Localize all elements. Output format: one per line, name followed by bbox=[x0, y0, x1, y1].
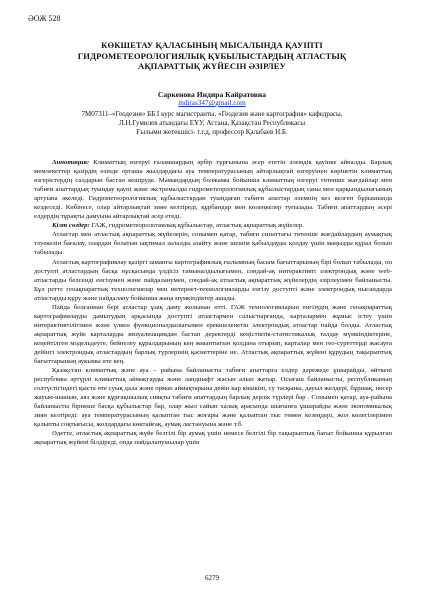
paper-title: КӨКШЕТАУ ҚАЛАСЫНЫҢ МЫСАЛЫНДА ҚАУІПТІ ГИДРОМЕТЕОРОЛОГИЯЛЫҚ ҚҰБЫЛЫСТАРДЫҢ АТЛАСТЫҚ АҚПАРАТТЫҚ ЖҮЙЕСІН ӘЗІРЛЕУ bbox=[77, 40, 347, 71]
paper-body bbox=[34, 158, 392, 448]
affiliation-line: Л.Н.Гумилев атындағы ЕҰУ, Астана, Қазақстан Республикасы bbox=[118, 119, 306, 127]
keywords-label: Кілт сөздер: bbox=[52, 222, 90, 230]
abstract-label: Аннотация: bbox=[52, 159, 90, 166]
affiliation-line: 7М07311–«Геодезия» ББ I курс магистранты, «Геодезия және картография» кафедрасы, bbox=[81, 110, 343, 118]
author-email-link[interactable]: indiras347@gmail.com bbox=[178, 99, 246, 107]
page-number: 6279 bbox=[205, 574, 219, 582]
body-paragraph: Әдетте, атластық ақпараттық жүйе белгілі бір аумақ үшін немесе белгілі бір тақырыптық бағыт бойынша құрылған ақпараттық жүйені білдіреді, онда пайдаланушылар үшін bbox=[34, 430, 392, 447]
author-name: Саркенова Индира Кайратовна bbox=[157, 90, 267, 99]
body-paragraph: Пайда болғаннан бері атластар ұзақ даму жолынан өтті. ГАЖ технологияларын енгізудің және геоақпараттық картографиялауды дамытудың арқасында доступті атластармен салыстырғанда, карталармен жұмыс істеу үшін интерактивтілігімен және үлкен функционалдылығымен ерекшеленетін электрондық атластар пайда болды. Атластық ақпараттық жүйе карталарды визуализациядан бастап деректерді кеңістіктік-статистикалық талдау мүмкіндіктеріне, кеңейтілген модельдеуге, бейнелеу құралдарының кең жиынтығын қолдана отырып, карталар мен гео-суреттерді жасауға дейінгі электрондық атластардың барлық түрлерінің қасиеттеріне ие. Атластық ақпараттық жүйені құрудың тақырыптық бағыттарының аукымы өте кең. bbox=[34, 303, 392, 366]
keywords-paragraph bbox=[34, 221, 392, 230]
affiliation-block bbox=[30, 110, 394, 137]
affiliation-line: Ғылыми жетекшісі- т.г.д, профессор Қалабаев Н.Б. bbox=[136, 128, 288, 136]
abstract-text: Климаттың өзгеруі ғаламшардың әрбір тұрғынына әсер ететін әлемдік қауіпке айналды. Барлық мемлекеттер қазірдің өзінде орташа жылдардағы ауа температурасының айтарлықтай өзгеруінен көрінетін климаттық өзгерістердің салдарын бастан кешіруде. Мамандардың болжамы бойынша климаттың өзгеруі төтенше жағдайлар мен табиғи апаттардың туындау қаупі және экстремалды гидрометеорологиялық құбылыстардың саны мен қарқындылығының артуына әкеледі. Гидрометеорологиялық құбылыстардан туындаған табиғи апаттар әлемнің кез келген бұрышында кездеседі. Көбінесе, олар айтарлықтай зиян келтіреді, құрбандар мен көлеңкелер туғызады. Табиғи апаттардың әсері елдердің тұрақты дамуына айтарлықтай әсер етеді. bbox=[34, 159, 393, 221]
body-paragraph: Атластық картографиялау қазіргі заманғы картографиялық ғылымның басым бағыттарының бірі болып табылады, оп доступті атластардың басқа нұсқасында үлдісіз тамыналдылығымен, сондай-ақ интерактивті электрондық және web-атластарды белсенді енгізумен және пайдаланумен, сондай-ақ атластық ақпараттық жүйелердің әзірлеуімен байланысты. Бұл ретте геоақпараттық технологиялар мен интернет-технологияларды енгізу доступті және электрондық нысандарда атластарды құру және пайдалану бойынша жаңа мүмкіндіктер ашады. bbox=[34, 258, 392, 302]
udk-code: ӘОЖ 528 bbox=[28, 14, 61, 23]
keywords-text: ГАЖ, гидрометеорологиялық құбылыстар, атластық ақпараттық жүйелер. bbox=[91, 222, 304, 230]
abstract-paragraph bbox=[34, 158, 392, 221]
body-paragraph: Атластар мен атластық ақпараттық жүйелерін, сонымен қатар, табиғи сипаттағы төтенше жағдайлардың аумақтық тәуекелін бағалау, олардан болатын ықтимал залалды азайту және шешім қабылдауды қолдау үшін маңызды құрал болып табылады. bbox=[34, 231, 392, 257]
body-paragraph: Қазақстан климаттық және ауа – райына байланысты табиғи апаттарға елдер дәрежеде ұшырайды, өйткені республика әртүрлі климаттық аймақтарды және ландшафт жасын алып жатыр. Осығаш байланысты, республиканың солтүстігіндегі қыста өте суық дала және орман аймақтарына дейін кар көшкіні, су тасқыны, дауыл желдері, бұршақ, нөсер жауын-шашын, аяз және құрғақшылық сияқты табиғи апаттардың барлық дерлік түрлері бар . Сонымен қатар, ауа-райына байланысты бірнеше басқа құбылыстар бар, олар жыл сайын халық арасында шығынға ұшырайды және экономикалық зиян келтіреді: ауа температурасының қалыптан тыс жоғары және қалыптан тыс төмен кезеңдері, жол көлегілерімен қалыпты соқтығысы, жолдардағы көктайғақ, аумақ ластануына және т.б. bbox=[34, 367, 392, 429]
